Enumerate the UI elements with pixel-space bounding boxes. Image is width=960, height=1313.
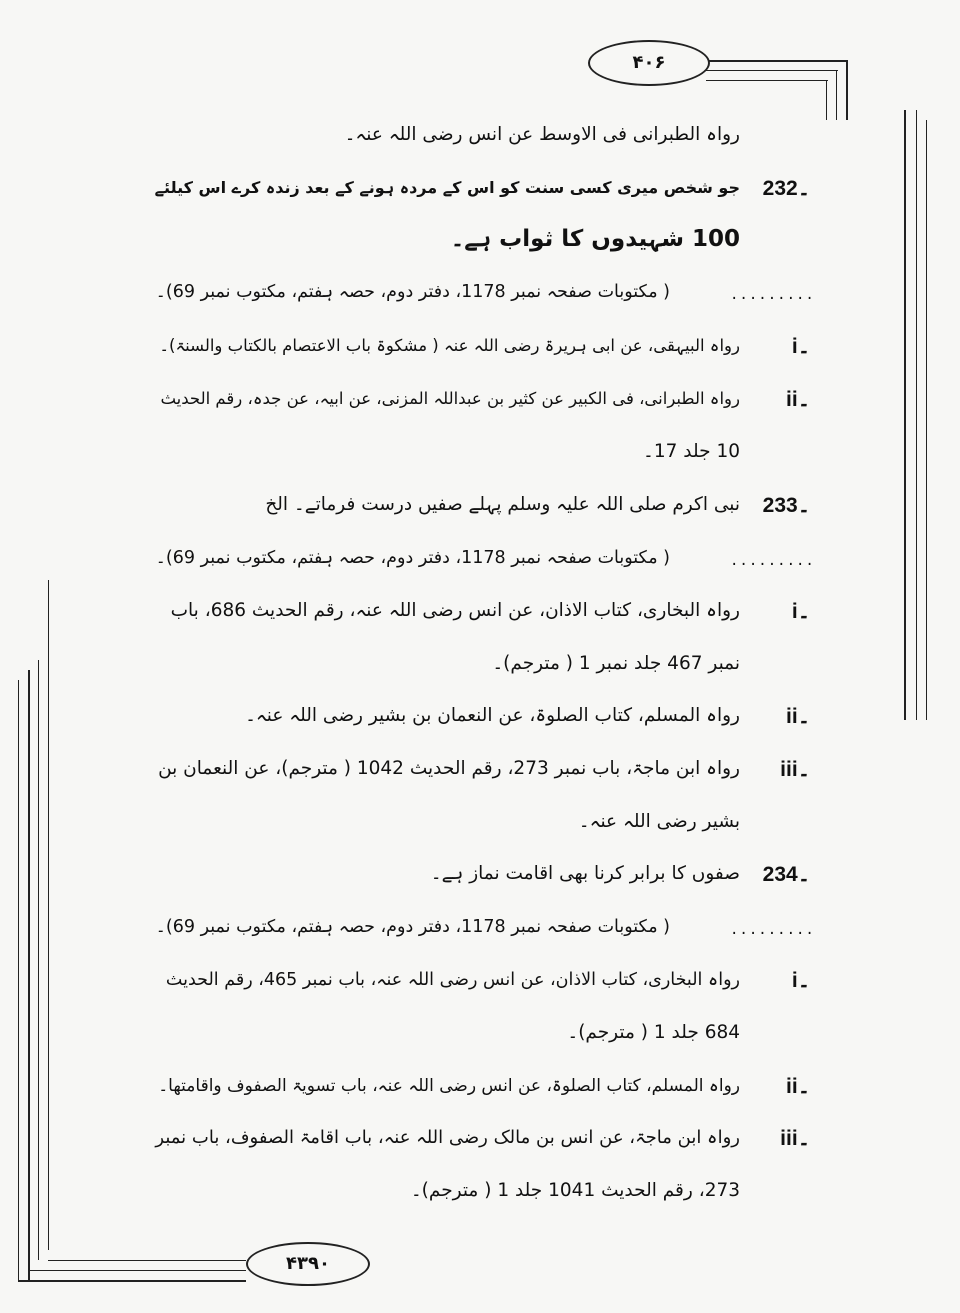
text-line-19: ii۔ رواہ المسلم، کتاب الصلوۃ، عن انس رضی اللہ عنہ، باب تسویۃ الصفوف واقامتھا۔ bbox=[158, 1074, 810, 1098]
text-line-17: i۔ رواہ البخاری، کتاب الاذان، عن انس رضی اللہ عنہ، باب نمبر 465، رقم الحدیث bbox=[165, 968, 810, 992]
page-content bbox=[150, 100, 815, 1220]
text-line-9: ( مکتوبات صفحہ نمبر 1178، دفتر دوم، حصہ ہفتم، مکتوب نمبر 69)۔ bbox=[155, 547, 670, 568]
text-line-5: i۔ رواہ البیہقی، عن ابی ہریرۃ رضی اللہ عنہ ( مشکوۃ باب الاعتصام بالکتاب والسنۃ)۔ bbox=[159, 334, 810, 358]
text-line-16: ( مکتوبات صفحہ نمبر 1178، دفتر دوم، حصہ ہفتم، مکتوب نمبر 69)۔ bbox=[155, 916, 670, 937]
text-line-20: iii۔ رواہ ابن ماجۃ، عن انس بن مالک رضی اللہ عنہ، باب اقامۃ الصفوف، باب نمبر bbox=[155, 1126, 810, 1150]
text-line-8: 233۔ نبی اکرم صلی اللہ علیہ وسلم پہلے صفیں درست فرماتے۔ الخ bbox=[265, 493, 810, 517]
text-line-15: 234۔ صفوں کا برابر کرنا بھی اقامت نماز ہے۔ bbox=[430, 862, 810, 886]
page-number-top: ۴۰۶ bbox=[588, 40, 710, 86]
text-line-6: ii۔ رواہ الطبرانی، فی الکبیر عن کثیر بن عبداللہ المزنی، عن ابیہ، عن جدہ، رقم الحدیث bbox=[160, 387, 810, 411]
dots-2: ......... bbox=[730, 553, 815, 569]
text-line-7: 10 جلد 17۔ bbox=[643, 440, 740, 462]
text-line-14: بشیر رضی اللہ عنہ۔ bbox=[578, 810, 740, 832]
text-line-11: نمبر 467 جلد نمبر 1 ( مترجم)۔ bbox=[492, 652, 740, 674]
text-line-21: 273، رقم الحدیث 1041 جلد 1 ( مترجم)۔ bbox=[410, 1179, 740, 1201]
page-number-bottom: ۴۳۹۰ bbox=[246, 1242, 370, 1286]
text-line-10: i۔ رواہ البخاری، کتاب الاذان، عن انس رضی اللہ عنہ، رقم الحدیث 686، باب bbox=[170, 599, 810, 623]
text-line-1: رواہ الطبرانی فی الاوسط عن انس رضی اللہ عنہ۔ bbox=[344, 123, 740, 145]
text-line-2: 232۔ جو شخص میری کسی سنت کو اس کے مردہ ہونے کے بعد زندہ کرے اس کیلئے bbox=[154, 176, 810, 200]
dots-3: ......... bbox=[730, 922, 815, 938]
text-line-18: 684 جلد 1 ( مترجم)۔ bbox=[567, 1021, 740, 1043]
dots-1: ......... bbox=[730, 287, 815, 303]
text-line-4: ( مکتوبات صفحہ نمبر 1178، دفتر دوم، حصہ ہفتم، مکتوب نمبر 69)۔ bbox=[155, 281, 670, 302]
text-line-13: iii۔ رواہ ابن ماجۃ، باب نمبر 273، رقم الحدیث 1042 ( مترجم)، عن النعمان بن bbox=[158, 757, 810, 781]
text-line-3: 100 شہیدوں کا ثواب ہے۔ bbox=[450, 226, 740, 253]
text-line-12: ii۔ رواہ المسلم، کتاب الصلوۃ، عن النعمان بن بشیر رضی اللہ عنہ۔ bbox=[245, 704, 810, 728]
